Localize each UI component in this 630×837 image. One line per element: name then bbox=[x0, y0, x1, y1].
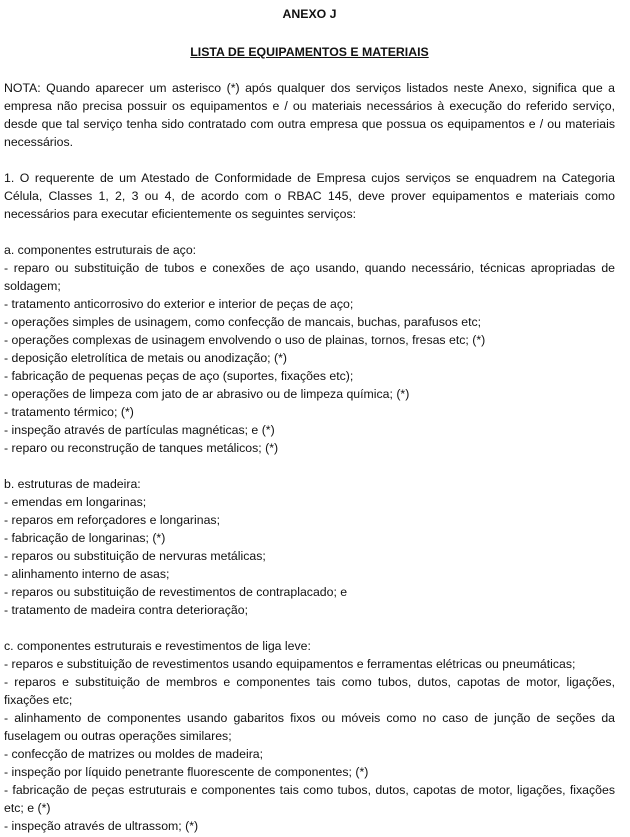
section-heading: c. componentes estruturais e revestimentos de liga leve: bbox=[4, 639, 311, 653]
intro-paragraph: 1. O requerente de um Atestado de Conformidade de Empresa cujos serviços se enquadrem na Categoria Célula, Classes 1, 2, 3 ou 4, de acordo com o RBAC 145, deve prover equipamentos e materiais como necessários para executar eficientemente os seguintes serviços: bbox=[4, 171, 615, 221]
list-item: - emendas em longarinas; bbox=[4, 495, 147, 509]
section-a bbox=[4, 241, 615, 457]
list-item: - inspeção por líquido penetrante fluorescente de componentes; (*) bbox=[4, 765, 369, 779]
section-b bbox=[4, 475, 615, 619]
list-item: - reparo ou substituição de tubos e conexões de aço usando, quando necessário, técnicas apropriadas de soldagem; bbox=[4, 261, 615, 293]
list-item: - reparo ou reconstrução de tanques metálicos; (*) bbox=[4, 441, 279, 455]
note-paragraph: NOTA: Quando aparecer um asterisco (*) após qualquer dos serviços listados neste Anexo, significa que a empresa não precisa possuir os equipamentos e / ou materiais necessários à execução do referido serviço, desde que tal serviço tenha sido contratado com outra empresa que possua os equipamentos e / ou materiais necessários. bbox=[4, 81, 615, 149]
list-item: - fabricação de pequenas peças de aço (suportes, fixações etc); bbox=[4, 369, 354, 383]
list-item: - tratamento térmico; (*) bbox=[4, 405, 134, 419]
list-item: - reparos ou substituição de revestimentos de contraplacado; e bbox=[4, 585, 348, 599]
list-item: - reparos em reforçadores e longarinas; bbox=[4, 513, 220, 527]
list-item: - inspeção através de ultrassom; (*) bbox=[4, 819, 199, 833]
list-item: - operações de limpeza com jato de ar abrasivo ou de limpeza química; (*) bbox=[4, 387, 410, 401]
list-item: - tratamento anticorrosivo do exterior e interior de peças de aço; bbox=[4, 297, 354, 311]
list-title: LISTA DE EQUIPAMENTOS E MATERIAIS bbox=[190, 45, 429, 59]
list-item: - operações simples de usinagem, como confecção de mancais, buchas, parafusos etc; bbox=[4, 315, 482, 329]
section-heading: b. estruturas de madeira: bbox=[4, 477, 141, 491]
list-item: - confecção de matrizes ou moldes de madeira; bbox=[4, 747, 264, 761]
list-item: - fabricação de longarinas; (*) bbox=[4, 531, 166, 545]
annex-title: ANEXO J bbox=[282, 7, 337, 21]
section-heading: a. componentes estruturais de aço: bbox=[4, 243, 197, 257]
list-item: - operações complexas de usinagem envolvendo o uso de plainas, tornos, fresas etc; (*) bbox=[4, 333, 486, 347]
list-item: - deposição eletrolítica de metais ou anodização; (*) bbox=[4, 351, 287, 365]
list-item: - alinhamento interno de asas; bbox=[4, 567, 170, 581]
list-item: - reparos ou substituição de nervuras metálicas; bbox=[4, 549, 266, 563]
list-item: - fabricação de peças estruturais e componentes tais como tubos, dutos, capotas de motor, ligações, fixações etc; e (*) bbox=[4, 783, 615, 815]
list-item: - alinhamento de componentes usando gabaritos fixos ou móveis como no caso de junção de seções da fuselagem ou outras operações similares; bbox=[4, 711, 615, 743]
list-item: - tratamento de madeira contra deterioração; bbox=[4, 603, 249, 617]
list-item: - inspeção através de partículas magnéticas; e (*) bbox=[4, 423, 275, 437]
document-page bbox=[4, 0, 615, 835]
list-item: - reparos e substituição de revestimentos usando equipamentos e ferramentas elétricas ou pneumáticas; bbox=[4, 657, 576, 671]
section-c bbox=[4, 637, 615, 835]
list-item: - reparos e substituição de membros e componentes tais como tubos, dutos, capotas de motor, ligações, fixações etc; bbox=[4, 675, 615, 707]
